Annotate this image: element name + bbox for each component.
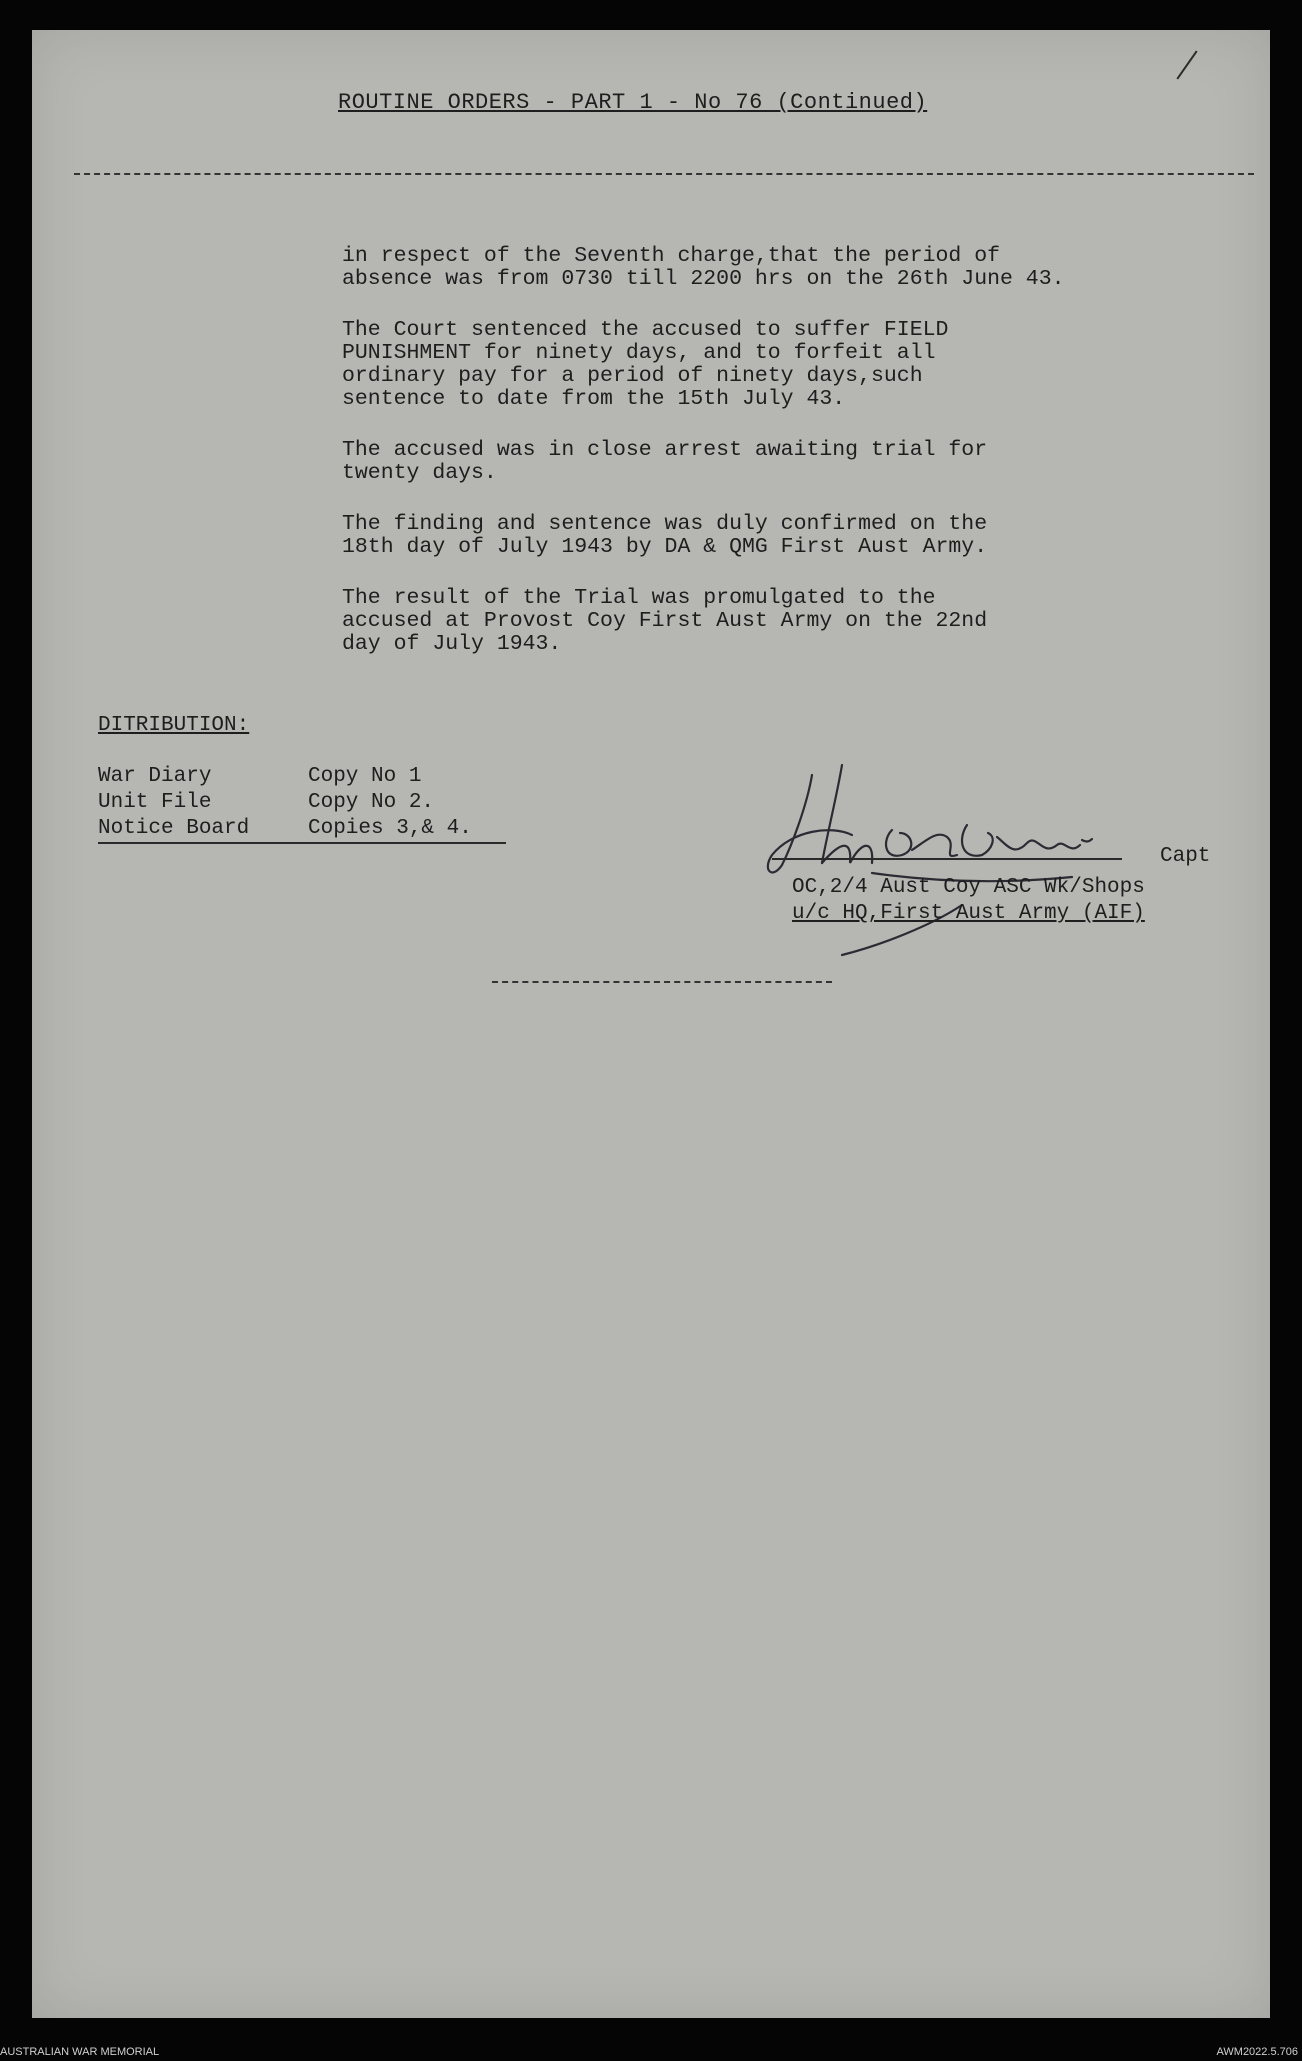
signatory-unit [792, 875, 1145, 927]
body-text [342, 245, 1202, 684]
paragraph: The Court sentenced the accused to suffer FIELD PUNISHMENT for ninety days, and to forfeit all ordinary pay for a period of ninety days,such sentence to date from the 15th July 43. [342, 318, 949, 411]
page-mark [1176, 51, 1197, 80]
distribution-recipient: Notice Board [98, 817, 250, 840]
distribution-title: DITRIBUTION: [98, 714, 250, 737]
handwritten-signature [752, 745, 1172, 975]
footer-institution: AUSTRALIAN WAR MEMORIAL [0, 2046, 160, 2058]
distribution-row [98, 790, 506, 816]
signatory-rank: Capt [1160, 845, 1211, 868]
end-divider [492, 981, 832, 985]
document-page [32, 30, 1270, 2018]
footer-reference: AWM2022.5.706 [1216, 2046, 1298, 2058]
header-divider [74, 173, 1254, 177]
distribution-copy: Copy No 1 [308, 765, 422, 788]
signature-block [752, 745, 1272, 975]
distribution-row [98, 816, 506, 844]
paragraph: The result of the Trial was promulgated to the accused at Provost Coy First Aust Army on the 22nd day of July 1943. [342, 586, 988, 656]
distribution-list [98, 764, 506, 844]
distribution-row [98, 764, 506, 790]
distribution-recipient: Unit File [98, 791, 212, 814]
distribution-copy: Copy No 2. [308, 791, 435, 814]
signatory-unit-line: u/c HQ,First Aust Army (AIF) [792, 902, 1145, 925]
paragraph: The accused was in close arrest awaiting trial for twenty days. [342, 438, 988, 485]
paragraph: The finding and sentence was duly confirmed on the 18th day of July 1943 by DA & QMG First Aust Army. [342, 512, 988, 559]
paragraph: in respect of the Seventh charge,that the period of absence was from 0730 till 2200 hrs on the 26th June 43. [342, 244, 1065, 291]
distribution-recipient: War Diary [98, 765, 212, 788]
document-title: ROUTINE ORDERS - PART 1 - No 76 (Continued) [338, 90, 928, 115]
signatory-unit-line: OC,2/4 Aust Coy ASC Wk/Shops [792, 876, 1145, 899]
signature-line [772, 858, 1122, 860]
distribution-copy: Copies 3,& 4. [308, 817, 472, 840]
